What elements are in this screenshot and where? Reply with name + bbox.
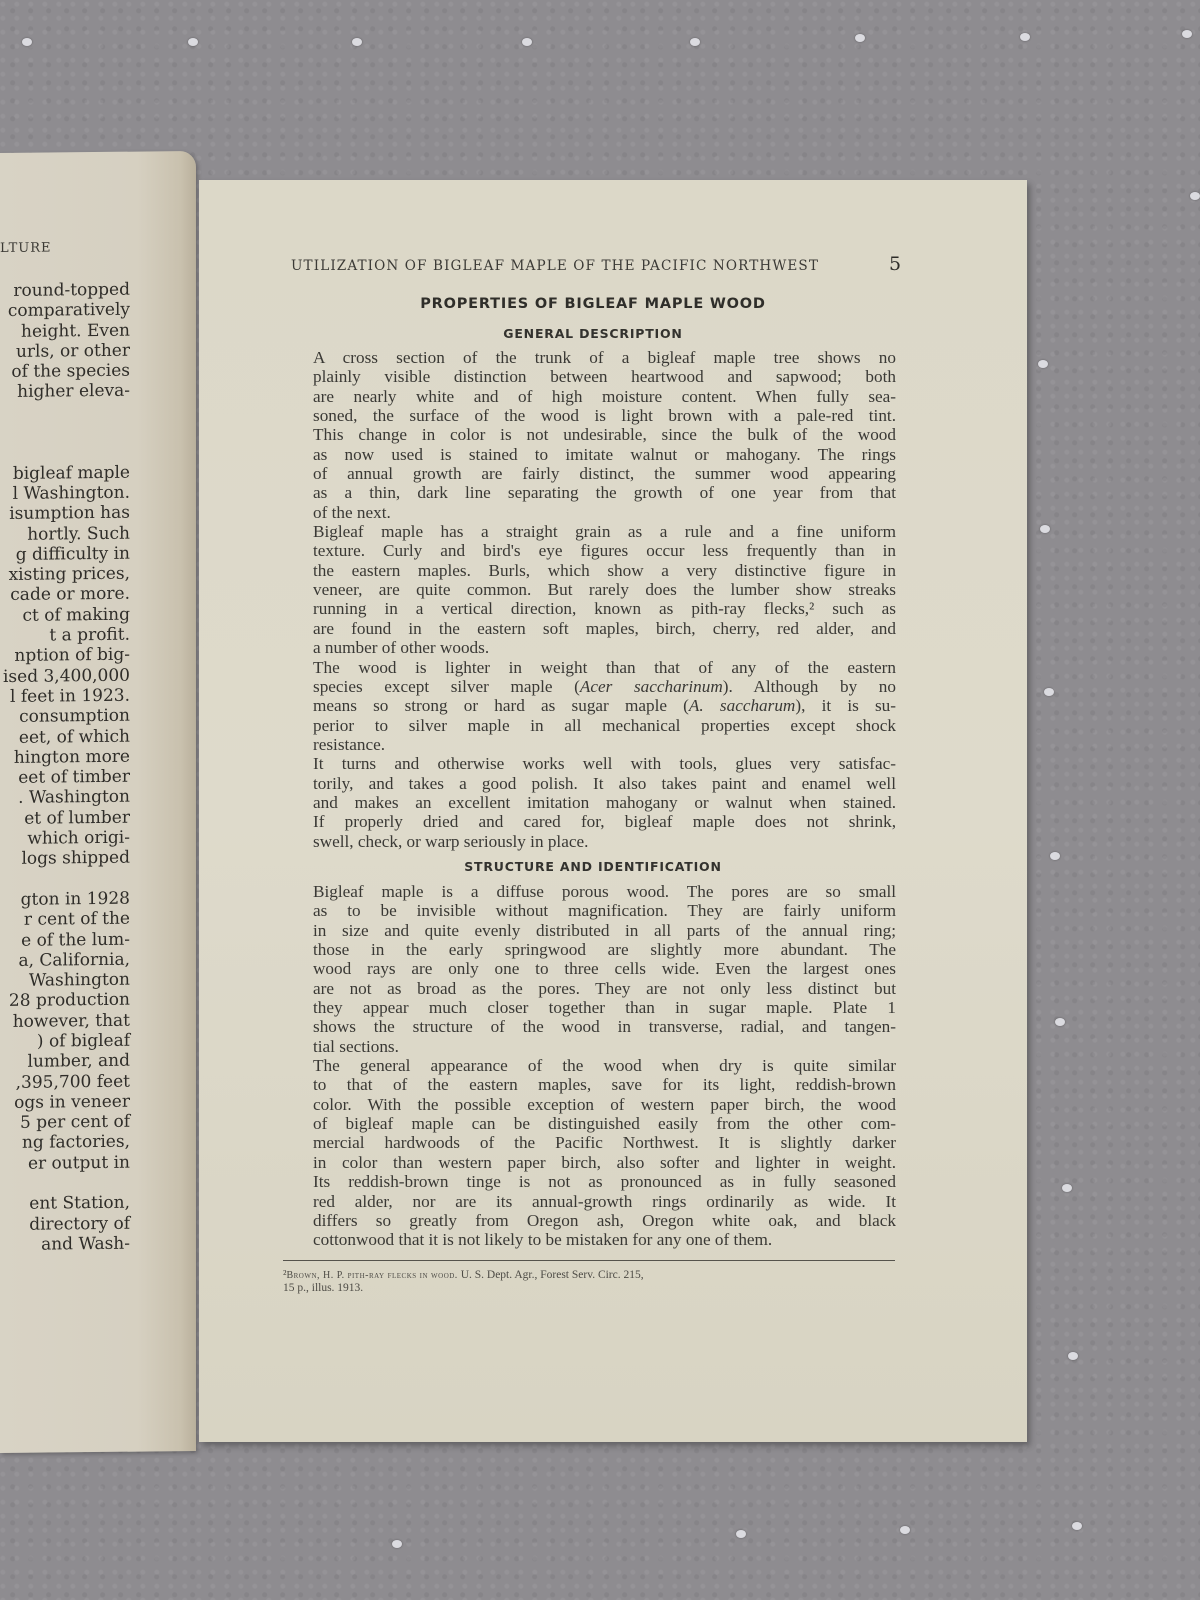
left-page-text [3, 280, 130, 1256]
left-text-line: higher eleva- [17, 381, 130, 403]
carpet-speck [1062, 1184, 1072, 1192]
left-text-line: logs shipped [21, 847, 130, 870]
carpet-speck [690, 38, 700, 46]
footnote-title: pith-ray flecks in wood. [347, 1270, 458, 1281]
text-line: in size and quite evenly distributed in all parts of the annual ring; [313, 920, 896, 940]
left-text-line: directory of [29, 1213, 130, 1235]
text-line: red alder, nor are its annual-growth rings ordinarily as wide. It [313, 1191, 896, 1211]
carpet-speck [1068, 1352, 1078, 1360]
carpet-speck [22, 38, 32, 46]
text-line: tial sections. [313, 1036, 399, 1056]
left-text-line: g difficulty in [15, 543, 130, 565]
left-text-line: isumption has [9, 502, 130, 525]
left-text-line: eet of timber [18, 766, 130, 788]
carpet-speck [1182, 30, 1192, 38]
text-line: A cross section of the trunk of a bigleaf maple tree shows no [313, 348, 896, 367]
paragraph [291, 348, 896, 522]
text-line: as a thin, dark line separating the growth of one year from that [313, 483, 896, 503]
left-text-line: 28 production [8, 990, 130, 1012]
left-text-line: e of the lum- [21, 929, 130, 951]
left-text-line: ogs in veneer [14, 1091, 130, 1113]
text-line: perior to silver maple in all mechanical properties except shock [313, 715, 896, 735]
text-line: torily, and takes a good polish. It also takes paint and enamel well [313, 773, 896, 793]
text-line: mercial hardwoods of the Pacific Northwest. It is slightly darker [313, 1133, 896, 1153]
left-text-line: gton in 1928 [20, 888, 130, 910]
left-text-line: ) of bigleaf [36, 1030, 130, 1052]
left-text-line: ct of making [22, 604, 130, 626]
left-text-line: l Washington. [12, 482, 130, 504]
text-line: color. With the possible exception of western paper birch, the wood [313, 1094, 896, 1114]
paragraph [291, 882, 896, 1056]
left-text-line: nption of big- [14, 645, 130, 667]
text-line: plainly visible distinction between heartwood and sapwood; both [313, 367, 896, 387]
footnote [283, 1269, 895, 1295]
left-text-line: of the species [11, 360, 130, 383]
left-text-line: et of lumber [24, 807, 130, 829]
text-line: The general appearance of the wood when dry is quite similar [313, 1056, 896, 1076]
left-text-line: bigleaf maple [12, 462, 130, 484]
left-text-line: which origi- [27, 827, 130, 849]
left-text-line: eet, of which [18, 726, 130, 748]
text-line: running in a vertical direction, known as pith-ray flecks,² such as [313, 599, 896, 619]
left-text-line [3, 442, 130, 464]
left-text-line: a, California, [18, 949, 130, 971]
left-text-line: ised 3,400,000 [2, 665, 130, 687]
left-page [0, 151, 196, 1453]
text-line: soned, the surface of the wood is light brown with a pale-red tint. [313, 406, 896, 426]
text-line: cottonwood that it is not likely to be mistaken for any one of them. [313, 1230, 773, 1250]
left-text-line: and Wash- [41, 1233, 130, 1255]
left-text-line: xisting prices, [8, 563, 130, 586]
paragraph [291, 1056, 896, 1249]
left-text-line: er output in [27, 1152, 130, 1174]
left-text-line: consumption [19, 705, 130, 728]
text-line: shows the structure of the wood in transverse, radial, and tangen- [313, 1017, 896, 1037]
text-line: the eastern maples. Burls, which show a very distinctive figure in [313, 560, 896, 580]
carpet-speck [1072, 1522, 1082, 1530]
left-text-line: however, that [12, 1010, 130, 1032]
left-text-line: hortly. Such [27, 523, 130, 545]
text-line: of bigleaf maple can be distinguished easily from the other com- [313, 1114, 896, 1134]
text-line: of annual growth are fairly distinct, the summer wood appearing [313, 464, 896, 484]
text-line: texture. Curly and bird's eye figures occur less frequently than in [313, 541, 896, 561]
left-text-line: l feet in 1923. [10, 685, 130, 707]
text-line: swell, check, or warp seriously in place. [313, 831, 589, 851]
carpet-speck [392, 1540, 402, 1548]
text-line: in color than western paper birch, also softer and lighter in weight. [313, 1152, 896, 1172]
text-line: as to be invisible without magnification. They are fairly uniform [313, 901, 896, 921]
carpet-speck [1038, 360, 1048, 368]
left-text-line: ,395,700 feet [15, 1071, 130, 1093]
carpet-speck [900, 1526, 910, 1534]
carpet-speck [736, 1530, 746, 1538]
section-heading-general-description: GENERAL DESCRIPTION [503, 326, 683, 341]
left-text-line: lumber, and [27, 1050, 130, 1073]
left-text-line [3, 401, 130, 423]
section-heading-structure-identification: STRUCTURE AND IDENTIFICATION [464, 859, 722, 874]
left-text-line [3, 1173, 130, 1195]
text-line: Its reddish-brown tinge is not as pronounced as in fully seasoned [313, 1172, 896, 1192]
carpet-speck [1044, 688, 1054, 696]
text-line: they appear much closer together than in sugar maple. Plate 1 [313, 998, 896, 1018]
paragraph [291, 754, 896, 851]
text-line: and makes an excellent imitation mahogany or walnut when stained. [313, 792, 896, 812]
text-line: veneer, are quite common. But rarely does the lumber show streaks [313, 580, 896, 600]
carpet-speck [1040, 525, 1050, 533]
running-head: UTILIZATION OF BIGLEAF MAPLE OF THE PACIFIC NORTHWEST [291, 258, 819, 274]
left-text-line: comparatively [7, 299, 130, 322]
page-title: PROPERTIES OF BIGLEAF MAPLE WOOD [420, 296, 766, 312]
left-text-line: Washington [28, 969, 130, 991]
text-line: are nearly white and of high moisture content. When fully sea- [313, 386, 896, 406]
text-line: The wood is lighter in weight than that of any of the eastern [313, 657, 896, 677]
text-line: Bigleaf maple is a diffuse porous wood. The pores are so small [313, 882, 896, 901]
footnote-citation: U. S. Dept. Agr., Forest Serv. Circ. 215, [460, 1269, 644, 1281]
text-line: as now used is stained to imitate walnut or mahogany. The rings [313, 444, 896, 464]
text-line: are not as broad as the pores. They are not only less distinct but [313, 978, 896, 998]
carpet-speck [188, 38, 198, 46]
text-line: of the next. [313, 502, 391, 522]
text-line: It turns and otherwise works well with tools, glues very satisfac- [313, 754, 896, 774]
left-text-line: 5 per cent of [20, 1111, 130, 1133]
carpet-speck [855, 34, 865, 42]
text-line: a number of other woods. [313, 638, 490, 658]
text-line: If properly dried and cared for, bigleaf maple does not shrink, [313, 812, 896, 832]
left-text-line: round-topped [13, 279, 130, 301]
carpet-speck [352, 38, 362, 46]
left-running-head: LTURE [0, 240, 52, 257]
left-text-line: height. Even [21, 320, 130, 342]
paragraph [291, 658, 896, 755]
carpet-speck [1020, 33, 1030, 41]
footnote-divider [283, 1260, 895, 1261]
carpet-speck [1190, 192, 1200, 200]
left-text-line: urls, or other [15, 340, 130, 362]
text-line: resistance. [313, 734, 386, 754]
text-line: means so strong or hard as sugar maple (A. saccharum), it is su- [313, 696, 896, 716]
section-body-structure-identification [291, 882, 896, 1250]
text-line: wood rays are only one to three cells wide. Even the largest ones [313, 959, 896, 979]
carpet-speck [522, 38, 532, 46]
left-text-line [3, 868, 130, 890]
left-text-line: hington more [13, 746, 130, 768]
text-line: differs so greatly from Oregon ash, Oregon white oak, and black [313, 1210, 896, 1230]
text-line: Bigleaf maple has a straight grain as a rule and a fine uniform [313, 522, 896, 542]
left-text-line: . Washington [18, 787, 130, 809]
text-line: This change in color is not undesirable, since the bulk of the wood [313, 425, 896, 445]
text-line: to that of the eastern maples, save for its light, reddish-brown [313, 1075, 896, 1095]
text-line: those in the early springwood are slightly more abundant. The [313, 940, 896, 960]
section-body-general-description [291, 348, 896, 851]
carpet-speck [1050, 852, 1060, 860]
footnote-citation-cont: 15 p., illus. 1913. [283, 1282, 364, 1294]
right-page [199, 180, 1027, 1442]
footnote-marker: ² [283, 1269, 287, 1281]
page-number: 5 [889, 253, 902, 275]
left-text-line: t a profit. [49, 624, 130, 646]
carpet-speck [1055, 1018, 1065, 1026]
left-text-line: cade or more. [10, 584, 130, 606]
footnote-author: Brown, H. P. [286, 1270, 345, 1281]
left-text-line: r cent of the [23, 908, 130, 930]
left-text-line: ng factories, [21, 1132, 130, 1154]
text-line: species except silver maple (Acer saccharinum). Although by no [313, 676, 896, 696]
text-line: are found in the eastern soft maples, birch, cherry, red alder, and [313, 618, 896, 638]
paragraph [291, 522, 896, 657]
left-text-line: ent Station, [29, 1193, 130, 1215]
